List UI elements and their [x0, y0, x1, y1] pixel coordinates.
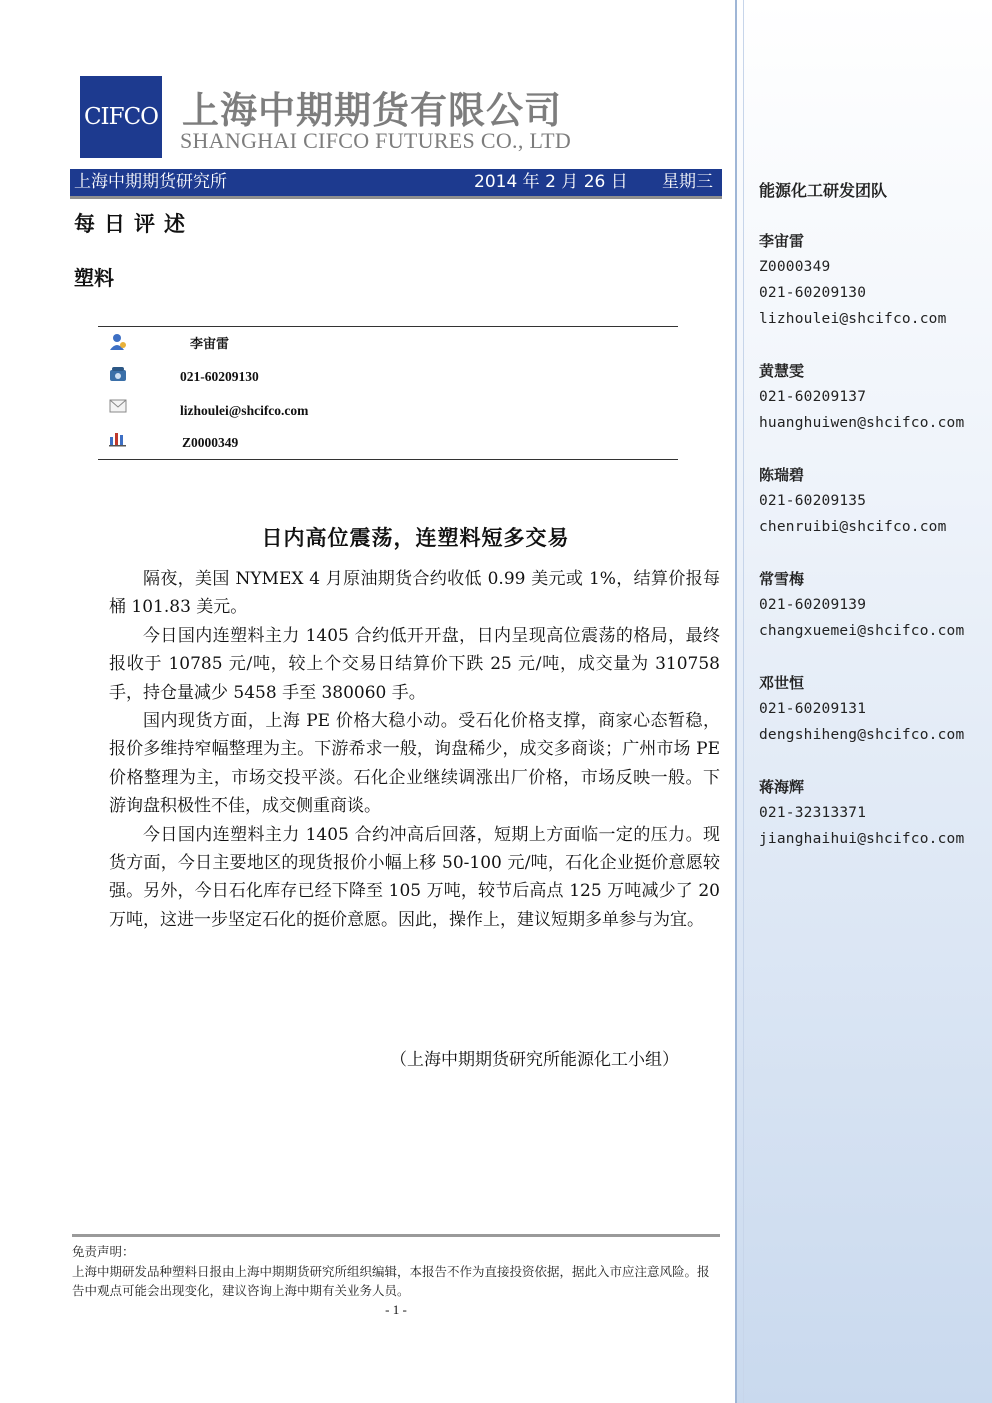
member-email: lizhoulei@shcifco.com	[759, 311, 947, 327]
member-email: dengshiheng@shcifco.com	[759, 727, 965, 743]
sidebar-divider	[743, 0, 744, 1403]
member-email: changxuemei@shcifco.com	[759, 623, 965, 639]
member-phone: 021-60209130	[759, 285, 867, 301]
company-name-cn: 上海中期期货有限公司	[182, 89, 562, 132]
member-license: Z0000349	[759, 259, 831, 275]
member-phone: 021-60209135	[759, 493, 867, 509]
contact-name-row	[98, 333, 678, 357]
article-title-text: 日内高位震荡，连塑料短多交易	[261, 526, 570, 550]
header-org: 上海中期期货研究所	[74, 172, 227, 192]
member-name: 李宙雷	[759, 232, 805, 250]
member-email: chenruibi@shcifco.com	[759, 519, 947, 535]
footer-divider	[72, 1234, 720, 1237]
phone-icon	[108, 365, 128, 383]
team-member	[759, 670, 964, 748]
team-member	[759, 566, 964, 644]
report-category: 塑料	[74, 266, 114, 290]
member-phone: 021-60209139	[759, 597, 867, 613]
member-name: 陈瑞碧	[759, 466, 805, 484]
contact-license-row	[98, 429, 678, 453]
member-email: huanghuiwen@shcifco.com	[759, 415, 965, 431]
section-title: 每日评述	[74, 212, 194, 236]
report-header-bar	[70, 169, 722, 199]
disclaimer-text: 上海中期研发品种塑料日报由上海中期期货研究所组织编辑，本报告不作为直接投资依据，据此入市应注意风险。报告中观点可能会出现变化，建议咨询上海中期有关业务人员。	[72, 1263, 710, 1298]
company-logo-mark: CIFCO	[80, 76, 162, 158]
research-team-sidebar	[735, 0, 992, 1403]
contact-phone-row	[98, 365, 678, 389]
disclaimer	[72, 1242, 720, 1301]
member-phone: 021-60209137	[759, 389, 867, 405]
header-weekday: 星期三	[662, 172, 713, 192]
member-name: 常雪梅	[759, 570, 805, 588]
member-name: 黄慧雯	[759, 362, 805, 380]
page-number: - 1 -	[385, 1302, 407, 1317]
analyst-contact-box	[98, 326, 678, 460]
article-paragraph: 国内现货方面，上海 PE 价格大稳小动。受石化价格支撑，商家心态暂稳，报价多维持窄幅整理为主。下游希求一般，询盘稀少，成交多商谈；广州市场 PE 价格整理为主，市场交投平淡。石化企业继续调涨出厂价格，市场反映一般。下游询盘积极性不佳，成交侧重商谈。	[109, 711, 720, 817]
team-member	[759, 774, 964, 852]
envelope-icon	[108, 397, 128, 415]
person-icon	[108, 333, 128, 351]
contact-name: 李宙雷	[190, 337, 230, 352]
contact-email: lizhoulei@shcifco.com	[180, 403, 309, 418]
team-member	[759, 462, 947, 540]
article-paragraph: 今日国内连塑料主力 1405 合约冲高后回落，短期上方面临一定的压力。现货方面，今日主要地区的现货报价小幅上移 50-100 元/吨，石化企业挺价意愿较强。另外，今日石化库存已经下降至 105 万吨，较节后高点 125 万吨减少了 20 万吨，这进一步坚定石化的挺价意愿。因此，操作上，建议短期多单参与为宜。	[109, 824, 720, 930]
article-paragraph: 今日国内连塑料主力 1405 合约低开开盘，日内呈现高位震荡的格局，最终报收于 10785 元/吨，较上个交易日结算价下跌 25 元/吨，成交量为 310758 手，持仓量减少 5458 手至 380060 手。	[109, 625, 720, 703]
member-email: jianghaihui@shcifco.com	[759, 831, 965, 847]
contact-email-row	[98, 397, 678, 421]
contact-phone: 021-60209130	[180, 369, 259, 384]
team-member	[759, 358, 964, 436]
contact-license: Z0000349	[182, 435, 239, 450]
disclaimer-heading: 免责声明：	[72, 1244, 135, 1259]
article-paragraph: 隔夜，美国 NYMEX 4 月原油期货合约收低 0.99 美元或 1%，结算价报每桶 101.83 美元。	[109, 569, 720, 618]
member-phone: 021-32313371	[759, 805, 867, 821]
member-name: 邓世恒	[759, 674, 805, 692]
article-body	[109, 565, 720, 934]
company-name-en: SHANGHAI CIFCO FUTURES CO., LTD	[180, 128, 572, 153]
article-signature: （上海中期期货研究所能源化工小组）	[390, 1050, 679, 1070]
team-title: 能源化工研发团队	[759, 181, 888, 200]
article-title	[0, 522, 735, 552]
member-name: 蒋海辉	[759, 778, 805, 796]
team-member	[759, 228, 947, 332]
member-phone: 021-60209131	[759, 701, 867, 717]
chart-icon	[108, 429, 128, 447]
header-date: 2014 年 2 月 26 日	[474, 172, 628, 192]
